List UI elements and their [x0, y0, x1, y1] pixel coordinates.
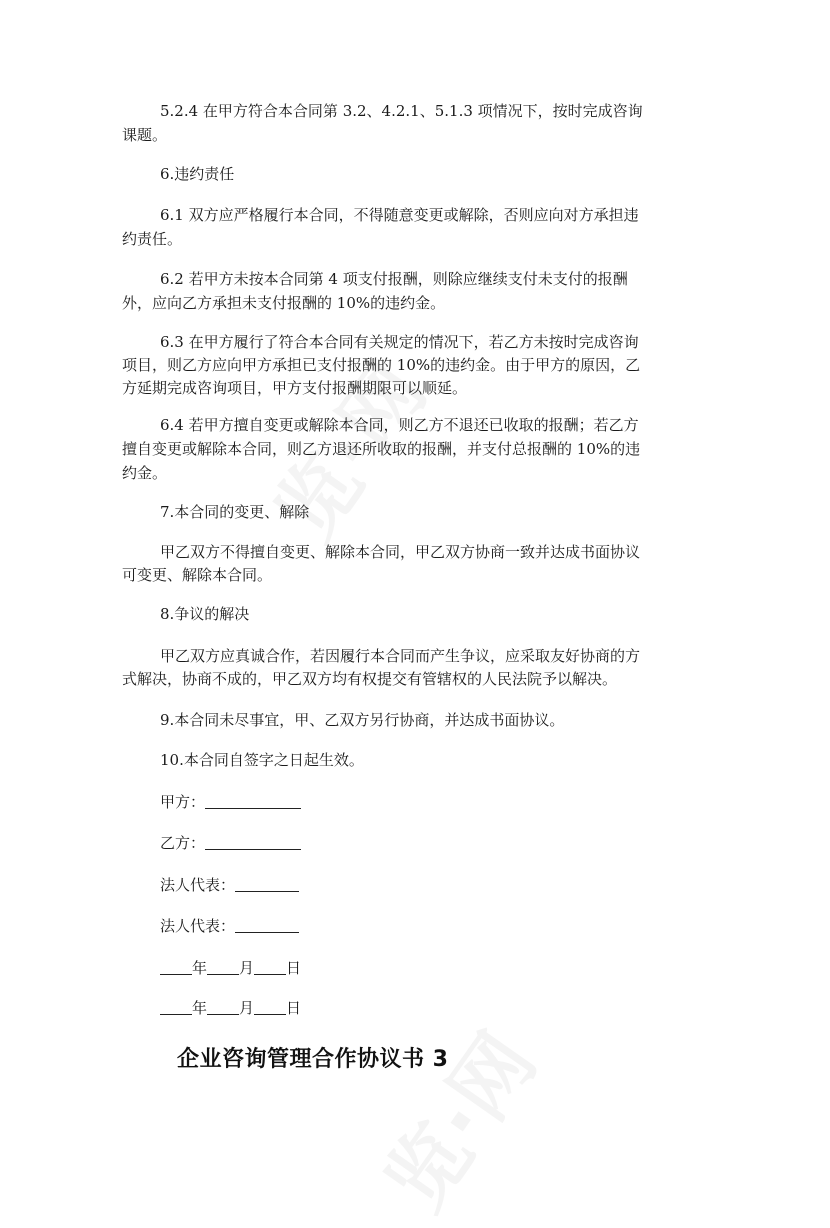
section-heading-8: 8.争议的解决: [160, 605, 250, 623]
date-year: 年: [192, 959, 208, 977]
next-section-title: 企业咨询管理合作协议书 3: [177, 1047, 449, 1072]
signature-label: 法人代表：: [160, 917, 236, 935]
paragraph-line: 甲乙双方应真诚合作，若因履行本合同而产生争议，应采取友好协商的方: [160, 647, 641, 665]
date-blank: [207, 957, 239, 975]
date-blank: [207, 997, 239, 1015]
paragraph-line: 9.本合同未尽事宜，甲、乙双方另行协商，并达成书面协议。: [160, 711, 565, 729]
paragraph-line: 外，应向乙方承担未支付报酬的 10%的违约金。: [122, 294, 446, 312]
signature-party-b: [122, 832, 760, 855]
date-line-2: [122, 997, 760, 1020]
date-day: 日: [286, 999, 302, 1017]
date-day: 日: [286, 959, 302, 977]
paragraph-line: 可变更、解除本合同。: [122, 566, 273, 584]
date-blank: [254, 957, 286, 975]
paragraph-line: 6.4 若甲方擅自变更或解除本合同，则乙方不退还已收取的报酬；若乙方: [160, 416, 639, 434]
paragraph-line: 6.3 在甲方履行了符合本合同有关规定的情况下，若乙方未按时完成咨询: [160, 333, 639, 351]
signature-label: 甲方：: [160, 793, 206, 811]
signature-blank: [235, 915, 299, 933]
date-blank: [160, 957, 192, 975]
signature-rep-1: [122, 874, 760, 897]
date-month: 月: [239, 999, 255, 1017]
signature-label: 法人代表：: [160, 876, 236, 894]
section-heading-6: 6.违约责任: [160, 165, 235, 183]
signature-blank: [205, 791, 301, 809]
paragraph-line: 式解决，协商不成的，甲乙双方均有权提交有管辖权的人民法院予以解决。: [122, 670, 618, 688]
paragraph-line: 5.2.4 在甲方符合本合同第 3.2、4.2.1、5.1.3 项情况下，按时完成咨询: [160, 102, 643, 120]
signature-label: 乙方：: [160, 834, 206, 852]
watermark: [353, 1007, 556, 1228]
date-blank: [254, 997, 286, 1015]
paragraph-line: 课题。: [122, 126, 168, 144]
paragraph-line: 擅自变更或解除本合同，则乙方退还所收取的报酬，并支付总报酬的 10%的违: [122, 440, 641, 458]
paragraph-line: 6.1 双方应严格履行本合同，不得随意变更或解除，否则应向对方承担违: [160, 206, 639, 224]
paragraph-line: 6.2 若甲方未按本合同第 4 项支付报酬，则除应继续支付未支付的报酬: [160, 270, 628, 288]
paragraph-line: 约责任。: [122, 230, 183, 248]
paragraph-line: 甲乙双方不得擅自变更、解除本合同，甲乙双方协商一致并达成书面协议: [160, 543, 641, 561]
paragraph-line: 项目，则乙方应向甲方承担已支付报酬的 10%的违约金。由于甲方的原因，乙: [122, 356, 641, 374]
signature-blank: [235, 874, 299, 892]
section-heading-7: 7.本合同的变更、解除: [160, 503, 310, 521]
date-year: 年: [192, 999, 208, 1017]
paragraph-line: 10.本合同自签字之日起生效。: [160, 751, 364, 769]
date-month: 月: [239, 959, 255, 977]
date-blank: [160, 997, 192, 1015]
paragraph-line: 方延期完成咨询项目，甲方支付报酬期限可以顺延。: [122, 379, 468, 397]
signature-rep-2: [122, 915, 760, 938]
date-line-1: [122, 957, 760, 980]
signature-blank: [205, 832, 301, 850]
signature-party-a: [122, 791, 760, 814]
paragraph-line: 约金。: [122, 464, 168, 482]
